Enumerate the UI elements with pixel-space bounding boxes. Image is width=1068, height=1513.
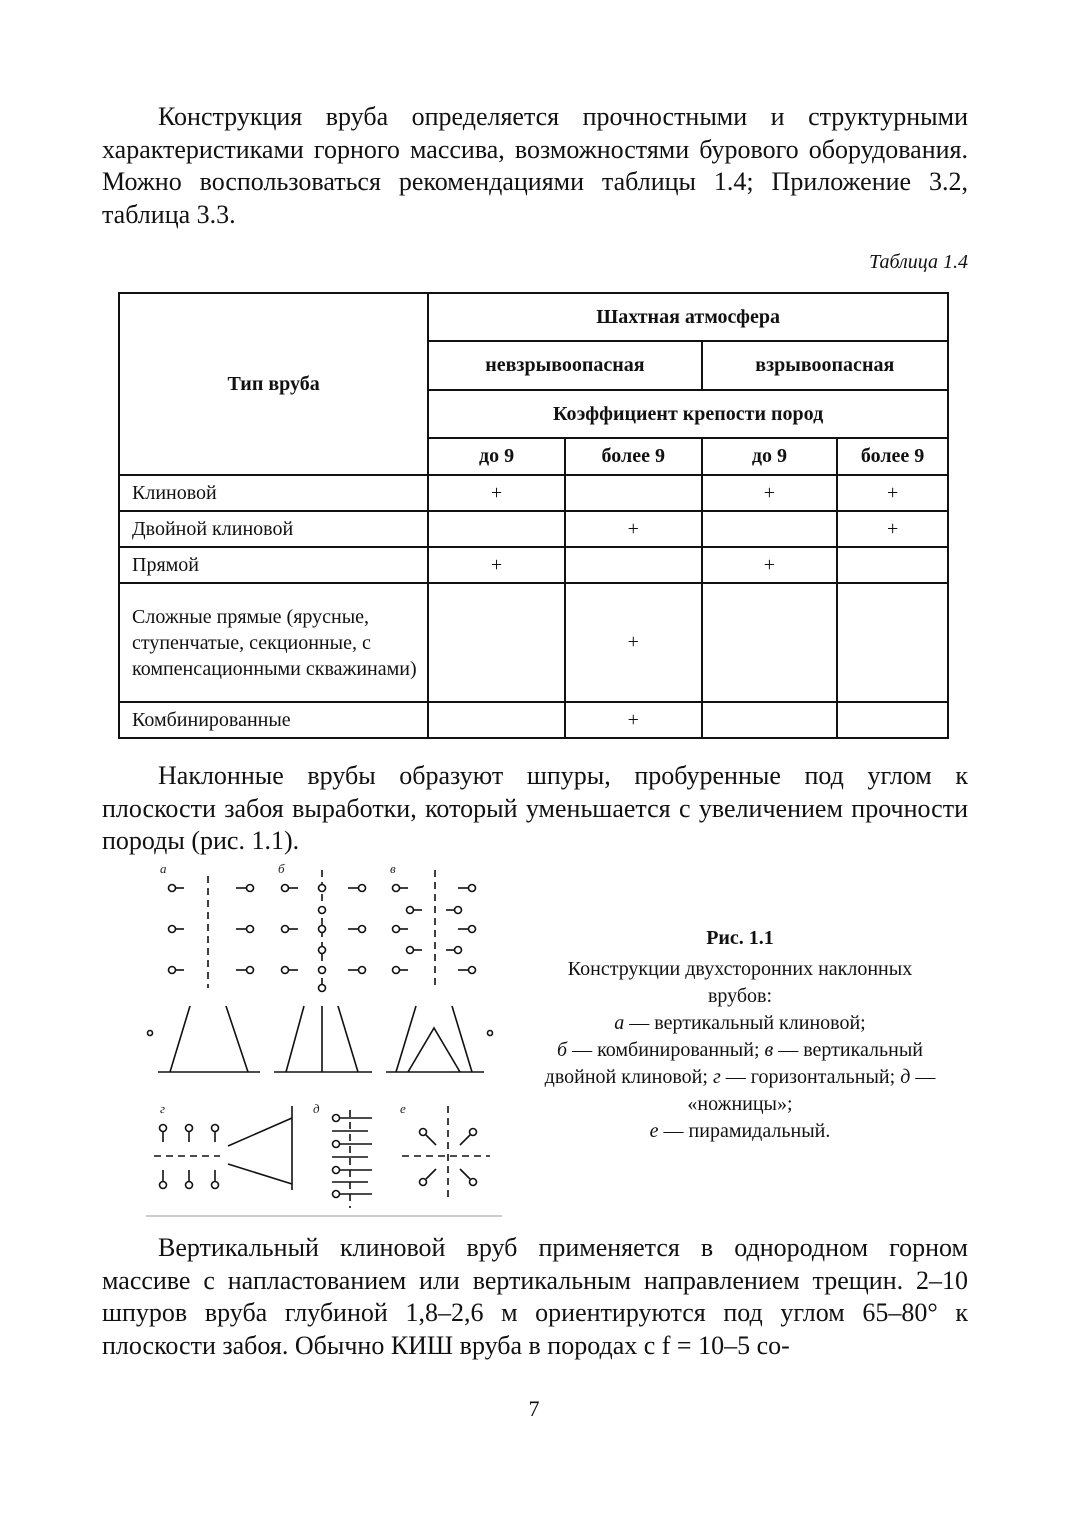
table-caption: Таблица 1.4 <box>869 251 968 273</box>
figure-label-e: е <box>400 1101 406 1116</box>
header-col-4: более 9 <box>837 438 948 475</box>
diagram-b-section <box>274 1006 372 1072</box>
header-mine-atmosphere: Шахтная атмосфера <box>428 293 948 341</box>
row-cell <box>702 702 838 738</box>
table-row <box>119 583 948 702</box>
paragraph-inclined-cuts <box>102 760 968 858</box>
row-cell: + <box>565 511 702 547</box>
legend-text: — вертикальный клиновой; <box>624 1012 866 1034</box>
diagram-v-section <box>386 1006 493 1072</box>
diagram-a-section <box>148 1006 261 1072</box>
paragraph-intro <box>102 101 968 231</box>
legend-key: е <box>649 1120 659 1142</box>
row-cell <box>428 702 565 738</box>
legend-text: — «ножницы»; <box>687 1066 936 1115</box>
row-cell <box>565 547 702 583</box>
row-cell: + <box>565 583 702 702</box>
header-cut-type: Тип вруба <box>119 293 428 475</box>
row-name: Двойной клиновой <box>119 511 428 547</box>
figure-legend <box>540 1010 940 1145</box>
row-cell <box>837 583 948 702</box>
row-cell: + <box>837 475 948 511</box>
figure-label-a: а <box>160 861 167 876</box>
figure-title: Рис. 1.1 <box>706 927 774 949</box>
diagram-e <box>402 1106 490 1200</box>
table-row <box>119 702 948 738</box>
legend-text: — комбинированный; <box>567 1039 765 1061</box>
paragraph-intro-text: Конструкция вруба определяется прочностными и структурными характеристиками горного массива, возможностями бурового оборудования. Можно воспользоваться рекомендациями таблицы 1.4; Приложение 3.2, таблица 3.3. <box>102 102 968 229</box>
diagram-a-plan <box>169 876 254 988</box>
row-name: Комбинированные <box>119 702 428 738</box>
header-col-3: до 9 <box>702 438 838 475</box>
legend-key: б <box>557 1039 568 1061</box>
table-row <box>119 511 948 547</box>
legend-text: — пирамидальный. <box>658 1120 831 1142</box>
diagram-d <box>332 1110 372 1208</box>
header-non-explosive: невзрывоопасная <box>428 341 701 390</box>
header-col-1: до 9 <box>428 438 565 475</box>
row-cell <box>702 511 838 547</box>
legend-text: — горизонтальный; <box>720 1066 901 1088</box>
figure-subtitle: Конструкции двухсторонних наклонных врубов: <box>567 958 913 1007</box>
header-explosive: взрывоопасная <box>702 341 948 390</box>
figure-cut-diagrams <box>140 848 510 1220</box>
row-cell: + <box>565 702 702 738</box>
row-cell <box>837 702 948 738</box>
row-cell <box>428 511 565 547</box>
row-cell <box>837 547 948 583</box>
paragraph-inclined-cuts-text: Наклонные врубы образуют шпуры, пробуренные под углом к плоскости забоя выработки, который уменьшается с увеличением прочности породы (рис. 1.1). <box>102 761 968 855</box>
row-cell: + <box>428 547 565 583</box>
header-col-2: более 9 <box>565 438 702 475</box>
row-name: Прямой <box>119 547 428 583</box>
paragraph-vertical-wedge <box>102 1232 968 1362</box>
diagram-g <box>154 1106 292 1190</box>
row-cell <box>702 583 838 702</box>
paragraph-vertical-wedge-text: Вертикальный клиновой вруб применяется в однородном горном массиве с напластованием или вертикальным направлением трещин. 2–10 шпуров вруба глубиной 1,8–2,6 м ориентируются под углом 65–80° к плоскости забоя. Обычно КИШ вруба в породах с f = 10–5 со- <box>102 1233 968 1360</box>
row-cell <box>428 583 565 702</box>
table-row <box>119 547 948 583</box>
row-cell: + <box>702 547 838 583</box>
table-row <box>119 475 948 511</box>
row-cell <box>565 475 702 511</box>
figure-label-b: б <box>278 861 285 876</box>
figure-label-d: д <box>313 1101 320 1116</box>
cut-type-table <box>118 292 949 739</box>
legend-key: а <box>614 1012 625 1034</box>
figure-label-v: в <box>390 861 396 876</box>
page-number: 7 <box>528 1396 540 1421</box>
legend-key: в <box>764 1039 774 1061</box>
figure-caption <box>540 925 940 1145</box>
header-hardness-coefficient: Коэффициент крепости пород <box>428 390 948 438</box>
row-name: Клиновой <box>119 475 428 511</box>
row-cell: + <box>837 511 948 547</box>
diagram-b-plan <box>282 870 366 992</box>
legend-key: д <box>900 1066 911 1088</box>
diagram-v-plan <box>393 870 476 988</box>
row-cell: + <box>428 475 565 511</box>
legend-text: — вертикальный двойной клиновой; <box>544 1039 923 1088</box>
legend-key: г <box>712 1066 721 1088</box>
row-name: Сложные прямые (ярусные, ступенчатые, секционные, с компенсационными скважинами) <box>119 583 428 702</box>
row-cell: + <box>702 475 838 511</box>
figure-label-g: г <box>160 1101 166 1116</box>
